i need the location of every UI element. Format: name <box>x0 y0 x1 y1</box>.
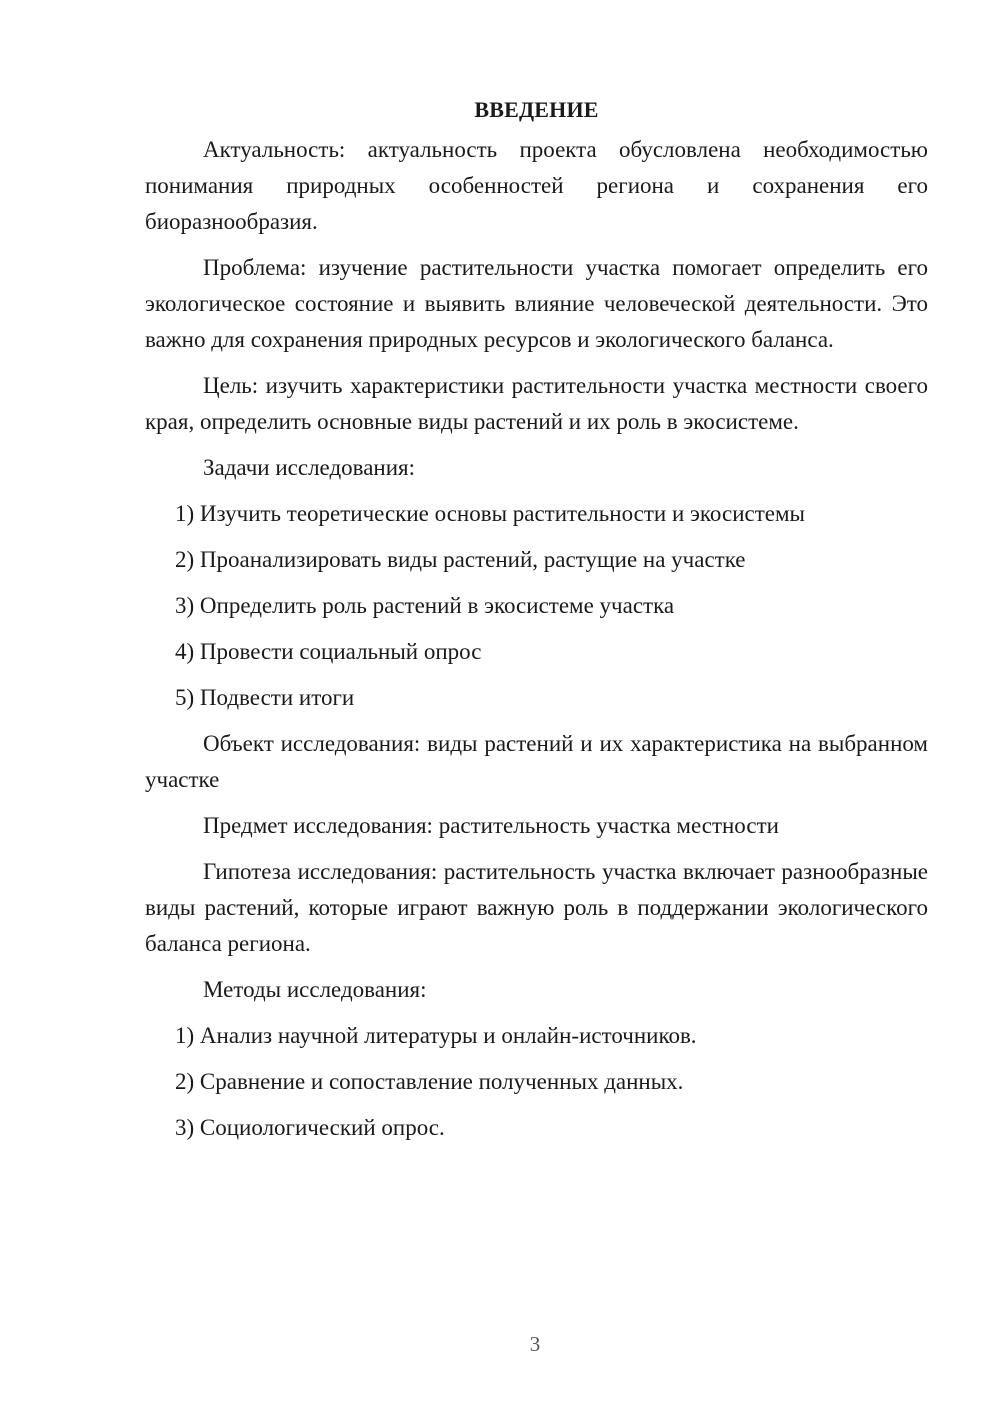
page-title: ВВЕДЕНИЕ <box>474 97 599 122</box>
list-item: 5) Подвести итоги <box>175 685 355 710</box>
methods-list <box>145 1018 928 1146</box>
list-item: 3) Социологический опрос. <box>175 1115 445 1140</box>
subject-paragraph: Предмет исследования: растительность участка местности <box>203 813 779 838</box>
page-number: 3 <box>529 1332 541 1356</box>
list-item: 2) Проанализировать виды растений, растущие на участке <box>175 547 746 572</box>
object-paragraph: Объект исследования: виды растений и их характеристика на выбранном участке <box>145 731 928 792</box>
methods-heading: Методы исследования: <box>203 977 427 1002</box>
goal-paragraph: Цель: изучить характеристики растительности участка местности своего края, определить основные виды растений и их роль в экосистеме. <box>145 373 928 434</box>
list-item: 1) Анализ научной литературы и онлайн-источников. <box>175 1023 697 1048</box>
list-item: 1) Изучить теоретические основы растительности и экосистемы <box>175 501 805 526</box>
tasks-list <box>145 496 928 716</box>
hypothesis-paragraph: Гипотеза исследования: растительность участка включает разнообразные виды растений, которые играют важную роль в поддержании экологического баланса региона. <box>145 859 928 956</box>
list-item: 4) Провести социальный опрос <box>175 639 482 664</box>
list-item: 3) Определить роль растений в экосистеме участка <box>175 593 675 618</box>
list-item: 2) Сравнение и сопоставление полученных данных. <box>175 1069 684 1094</box>
document-page <box>145 92 928 1156</box>
tasks-heading: Задачи исследования: <box>203 455 416 480</box>
relevance-paragraph: Актуальность: актуальность проекта обусловлена необходимостью понимания природных особенностей региона и сохранения его биоразнообразия. <box>145 137 928 234</box>
problem-paragraph: Проблема: изучение растительности участка помогает определить его экологическое состояние и выявить влияние человеческой деятельности. Это важно для сохранения природных ресурсов и экологического баланса. <box>145 255 928 352</box>
